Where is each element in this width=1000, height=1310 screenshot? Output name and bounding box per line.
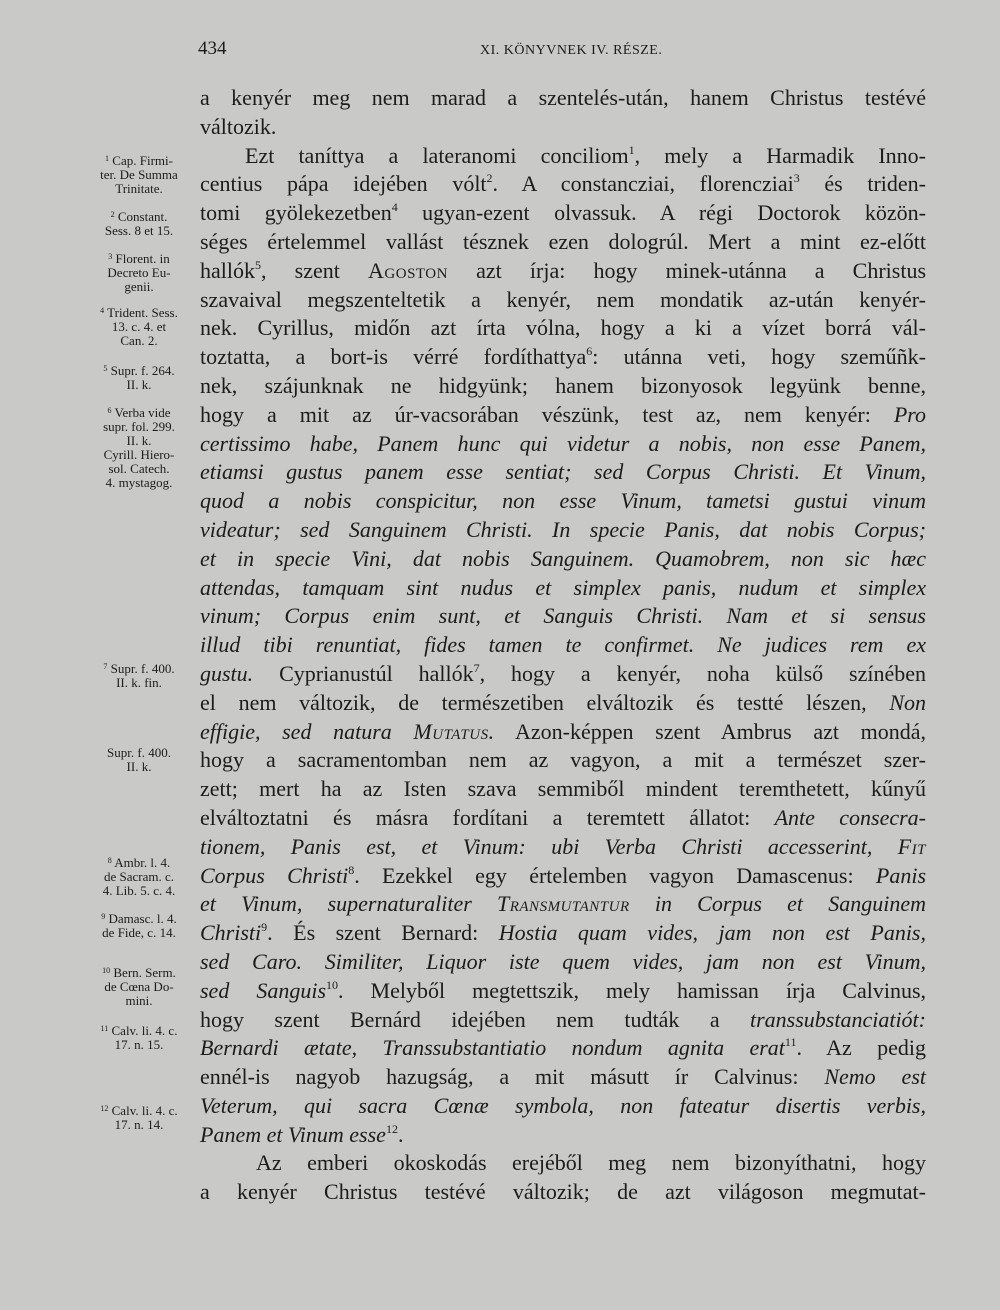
margin-note-3: $^3$ Florent. in Decreto Eu- genii. (107, 251, 171, 294)
text-line: nek, szájunknak ne hidgyünk; hanem bizonyosok legyünk benne, (200, 372, 926, 398)
text-line: et Vinum, supernaturaliter Transmutantur in Corpus et Sanguinem (200, 891, 926, 917)
text-line: tionem, Panis est, et Vinum: ubi Verba Christi accesserint, Fit (200, 833, 926, 859)
text-line: gustu. Cyprianustúl hallók$^7$, hogy a kenyér, noha külső színében (200, 660, 926, 686)
text-line: effigie, sed natura Mutatus. Azon-képpen szent Ambrus azt mondá, (200, 718, 926, 744)
margin-note-10: $^{10}$ Bern. Serm. de Cœna Do- mini. (102, 965, 176, 1008)
text-line: Panem et Vinum esse$^{12}$. (200, 1121, 404, 1147)
text-line: hallók$^5$, szent Agoston azt írja: hogy minek-utánna a Christus (200, 257, 927, 283)
text-line: Ezt taníttya a lateranomi conciliom$^1$, mely a Harmadik Inno- (245, 142, 927, 168)
margin-note-2: $^2$ Constant. Sess. 8 et 15. (104, 209, 174, 238)
text-line: et in specie Vini, dat nobis Sanguinem. Quamobrem, non sic hæc (200, 545, 926, 571)
text-line: Veterum, qui sacra Cœnæ symbola, non fateatur disertis verbis, (200, 1092, 926, 1118)
margin-note-6: $^6$ Verba vide supr. fol. 299. II. k. Cyrill. Hiero- sol. Catech. 4. mystagog. (103, 405, 175, 490)
text-line: sed Sanguis$^{10}$. Melyből megtettszik, mely hamissan írja Calvinus, (200, 977, 927, 1003)
text-line: hogy szent Bernárd idejében nem tudták a transsubstanciatiót: (200, 1006, 926, 1032)
margin-note-1: $^1$ Cap. Firmi- ter. De Summa Trinitate. (100, 153, 178, 196)
margin-note-4: $^4$ Trident. Sess. 13. c. 4. et Can. 2. (100, 305, 178, 348)
text-line: a kenyér Christus testévé változik; de azt világoson megmutat- (200, 1179, 926, 1205)
text-line: hogy a mit az úr-vacsorában vészünk, test az, nem kenyér: Pro (200, 401, 926, 427)
text-line: el nem változik, de természetiben elváltozik és testté lészen, Non (200, 689, 926, 715)
text-line: nek. Cyrillus, midőn azt írta vólna, hogy a ki a vízet borrá vál- (200, 315, 926, 341)
text-line: elváltoztatni és másra fordítani a teremtett állatot: Ante consecra- (200, 804, 926, 830)
text-line: toztatta, a bort-is vérré fordíthattya$^6$: utánna veti, hogy szeműñk- (200, 344, 926, 370)
text-line: séges értelemmel vallást tésznek ezen dologrúl. Mert a mint ez-előtt (200, 228, 926, 254)
margin-note-5: $^5$ Supr. f. 264. II. k. (103, 363, 175, 392)
text-line: a kenyér meg nem marad a szentelés-után, hanem Christus testévé (200, 85, 926, 110)
margin-note-11: $^{11}$ Calv. li. 4. c. 17. n. 15. (100, 1023, 178, 1052)
text-line: illud tibi renuntiat, fides tamen te confirmet. Ne judices rem ex (200, 632, 926, 658)
text-line: zett; mert ha az Isten szava semmiből mindent teremthetett, kűnyű (200, 776, 926, 802)
text-line: ennél-is nagyob hazugság, a mit másutt ír Calvinus: Nemo est (200, 1064, 926, 1090)
body-text (200, 84, 926, 1207)
margin-note-9: $^9$ Damasc. l. 4. de Fide, c. 14. (101, 911, 177, 940)
page-number: 434 (198, 38, 227, 59)
margin-note-12: $^{12}$ Calv. li. 4. c. 17. n. 14. (100, 1103, 178, 1132)
text-line: attendas, tamquam sint nudus et simplex panis, nudum et simplex (200, 574, 926, 600)
text-line: Corpus Christi$^8$. Ezekkel egy értelemben vagyon Damascenus: Panis (200, 862, 927, 888)
text-line: tomi gyölekezetben$^4$ ugyan-ezent olvassuk. A régi Doctorok közön- (200, 200, 926, 226)
running-title: XI. KÖNYVNEK IV. RÉSZE. (480, 43, 663, 58)
text-line: Bernardi ætate, Transsubstantiatio nondum agnita erat$^{11}$. Az pedig (200, 1035, 926, 1061)
text-line: Az emberi okoskodás erejéből meg nem bizonyíthatni, hogy (256, 1150, 926, 1176)
text-line: centius pápa idejében vólt$^2$. A constancziai, florencziai$^3$ és triden- (200, 171, 927, 197)
text-line: változik. (200, 113, 277, 139)
text-line: etiamsi gustus panem esse sentiat; sed Corpus Christi. Et Vinum, (200, 459, 926, 485)
text-line: sed Caro. Similiter, Liquor iste quem vides, jam non est Vinum, (200, 948, 926, 974)
margin-note-7b: Supr. f. 400. II. k. (107, 745, 171, 774)
margin-note-7: $^7$ Supr. f. 400. II. k. fin. (103, 661, 175, 690)
text-line: Christi$^9$. És szent Bernard: Hostia quam vides, jam non est Panis, (200, 920, 926, 946)
text-line: videatur; sed Sanguinem Christi. In specie Panis, dat nobis Corpus; (200, 516, 926, 542)
text-line: quod a nobis conspicitur, non esse Vinum, tametsi gustui vinum (200, 488, 926, 514)
text-line: hogy a sacramentomban nem az vagyon, a mit a természet szer- (200, 747, 926, 773)
text-line: szavaival megszenteltetik a kenyér, nem mondatik az-után kenyér- (200, 286, 926, 312)
text-line: vinum; Corpus enim sunt, et Sanguis Christi. Nam et si sensus (200, 603, 926, 629)
margin-note-8: $^8$ Ambr. l. 4. de Sacram. c. 4. Lib. 5. c. 4. (102, 855, 176, 898)
text-line: certissimo habe, Panem hunc qui videtur a nobis, non esse Panem, (200, 430, 926, 456)
